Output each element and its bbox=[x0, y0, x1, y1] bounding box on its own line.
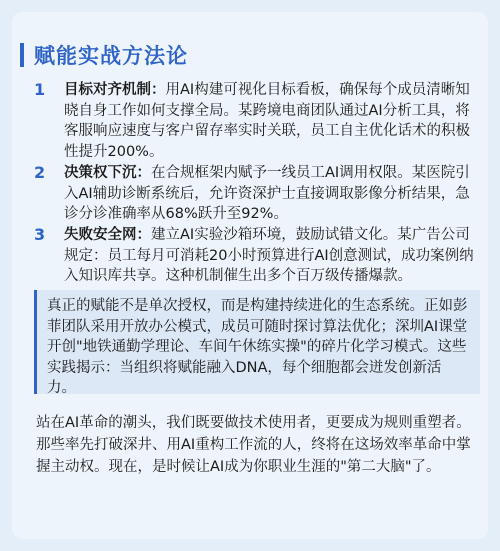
point-text: 用AI构建可视化目标看板，确保每个成员清晰知晓自身工作如何支撑全局。某跨境电商团队通过AI分析工具，将客服响应速度与客户留存率实时关联，员工自主优化话术的积极性提升200%。 bbox=[64, 82, 470, 160]
point-lead: 失败安全网： bbox=[64, 227, 151, 243]
section-heading: 赋能实战方法论 bbox=[34, 44, 188, 68]
point-number: 2 bbox=[34, 163, 46, 182]
closing-paragraph: 站在AI革命的潮头，我们既要做技术使用者，更要成为规则重塑者。那些率先打破深井、用AI重构工作流的人，终将在这场效率革命中掌握主动权。现在，是时候让AI成为你职业生涯的"第二大脑"了。 bbox=[36, 415, 471, 475]
point-1 bbox=[20, 80, 480, 162]
point-number: 1 bbox=[34, 80, 46, 99]
point-body bbox=[64, 163, 480, 225]
point-body bbox=[64, 80, 480, 162]
point-2 bbox=[20, 163, 480, 225]
section-heading-group bbox=[20, 40, 188, 70]
point-lead: 决策权下沉： bbox=[64, 165, 151, 181]
point-text: 建立AI实验沙箱环境，鼓励试错文化。某广告公司规定：员工每月可消耗20小时预算进行AI创意测试，成功案例纳入知识库共享。这种机制催生出多个百万级传播爆款。 bbox=[64, 227, 474, 284]
quote-block: 真正的赋能不是单次授权，而是构建持续进化的生态系统。正如彭菲团队采用开放办公模式，成员可随时探讨算法优化；深圳AI课堂开创"地铁通勤学理论、车间午休练实操"的碎片化学习模式。这些实践揭示：当组织将赋能融入DNA，每个细胞都会迸发创新活力。 bbox=[34, 290, 480, 394]
point-body bbox=[64, 225, 480, 287]
heading-accent-bar bbox=[20, 43, 24, 67]
point-3 bbox=[20, 225, 480, 287]
point-text: 在合规框架内赋予一线员工AI调用权限。某医院引入AI辅助诊断系统后，允许资深护士直接调取影像分析结果，急诊分诊准确率从68%跃升至92%。 bbox=[64, 165, 470, 222]
point-number: 3 bbox=[34, 225, 46, 244]
point-lead: 目标对齐机制： bbox=[64, 82, 166, 98]
